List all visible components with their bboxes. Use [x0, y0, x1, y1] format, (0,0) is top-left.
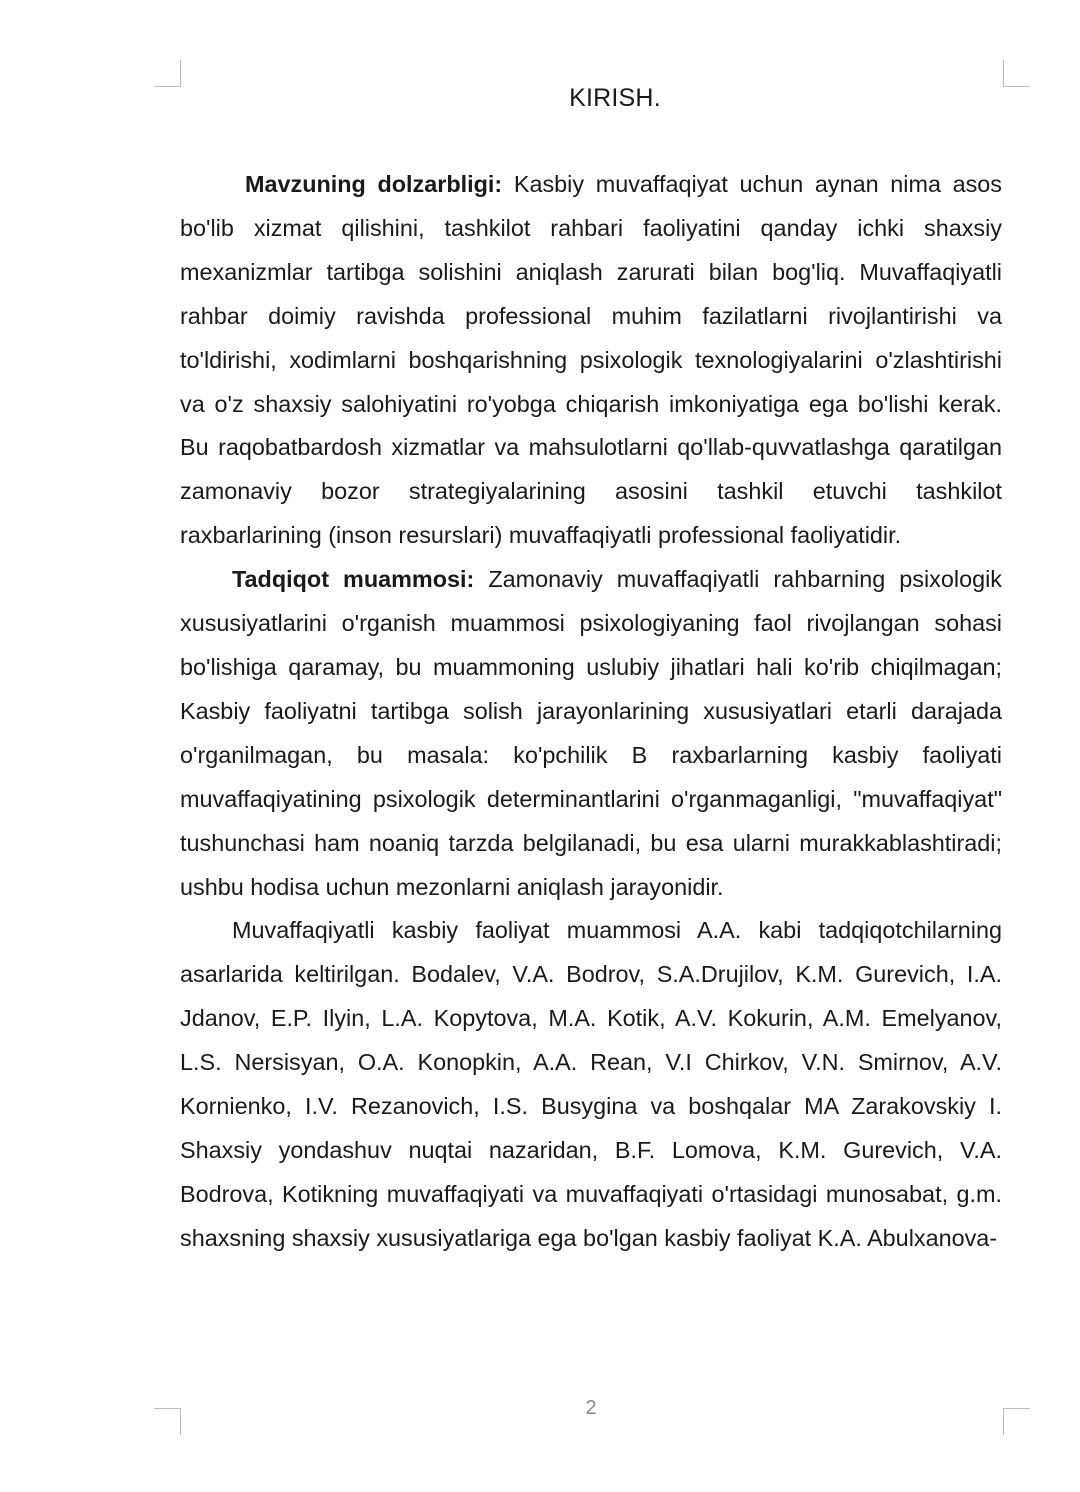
- page-corner-mark-bottom-left: [154, 1408, 181, 1435]
- document-body: [180, 163, 1002, 1261]
- paragraph-relevance: [180, 163, 1002, 558]
- paragraph-text-literature: Muvaffaqiyatli kasbiy faoliyat muammosi A.A. kabi tadqiqotchilarning asarlarida keltirilgan. Bodalev, V.A. Bodrov, S.A.Drujilov, K.M. Gurevich, I.A. Jdanov, E.P. Ilyin, L.A. Kopytova, M.A. Kotik, A.V. Kokurin, A.M. Emelyanov, L.S. Nersisyan, O.A. Konopkin, A.A. Rean, V.I Chirkov, V.N. Smirnov, A.V. Kornienko, I.V. Rezanovich, I.S. Busygina va boshqalar MA Zarakovskiy I. Shaxsiy yondashuv nuqtai nazaridan, B.F. Lomova, K.M. Gurevich, V.A. Bodrova, Kotikning muvaffaqiyati va muvaffaqiyati o'rtasidagi munosabat, g.m. shaxsning shaxsiy xususiyatlariga ega bo'lgan kasbiy faoliyat K.A. Abulxanova-: [180, 917, 1002, 1251]
- paragraph-lead-research-problem: Tadqiqot muammosi:: [232, 566, 475, 593]
- paragraph-research-problem: [180, 558, 1002, 909]
- page-title: KIRISH.: [569, 84, 661, 112]
- page-corner-mark-top-left: [154, 60, 181, 87]
- paragraph-literature: [180, 909, 1002, 1260]
- paragraph-lead-relevance: Mavzuning dolzarbligi:: [245, 171, 503, 197]
- page-corner-mark-bottom-right: [1003, 1408, 1030, 1435]
- page-corner-mark-top-right: [1003, 60, 1030, 87]
- paragraph-text-research-problem: Zamonaviy muvaffaqiyatli rahbarning psixologik xususiyatlarini o'rganish muammosi psixologiyaning faol rivojlangan sohasi bo'lishiga qaramay, bu muammoning uslubiy jihatlari hali ko'rib chiqilmagan; Kasbiy faoliyatni tartibga solish jarayonlarining xususiyatlari etarli darajada o'rganilmagan, bu masala: ko'pchilik B raxbarlarning kasbiy faoliyati muvaffaqiyatining psixologik determinantlarini o'rganmaganligi, "muvaffaqiyat" tushunchasi ham noaniq tarzda belgilanadi, bu esa ularni murakkablashtiradi; ushbu hodisa uchun mezonlarni aniqlash jarayonidir.: [180, 566, 1002, 900]
- page-number: 2: [585, 1397, 597, 1419]
- paragraph-text-relevance: Kasbiy muvaffaqiyat uchun aynan nima asos bo'lib xizmat qilishini, tashkilot rahbari faoliyatini qanday ichki shaxsiy mexanizmlar tartibga solishini aniqlash zarurati bilan bog'liq. Muvaffaqiyatli rahbar doimiy ravishda professional muhim fazilatlarni rivojlantirishi va to'ldirishi, xodimlarni boshqarishning psixologik texnologiyalarini o'zlashtirishi va o'z shaxsiy salohiyatini ro'yobga chiqarish imkoniyatiga ega bo'lishi kerak. Bu raqobatbardosh xizmatlar va mahsulotlarni qo'llab-quvvatlashga qaratilgan zamonaviy bozor strategiyalarining asosini tashkil etuvchi tashkilot raxbarlarining (inson resurslari) muvaffaqiyatli professional faoliyatidir.: [180, 171, 1002, 549]
